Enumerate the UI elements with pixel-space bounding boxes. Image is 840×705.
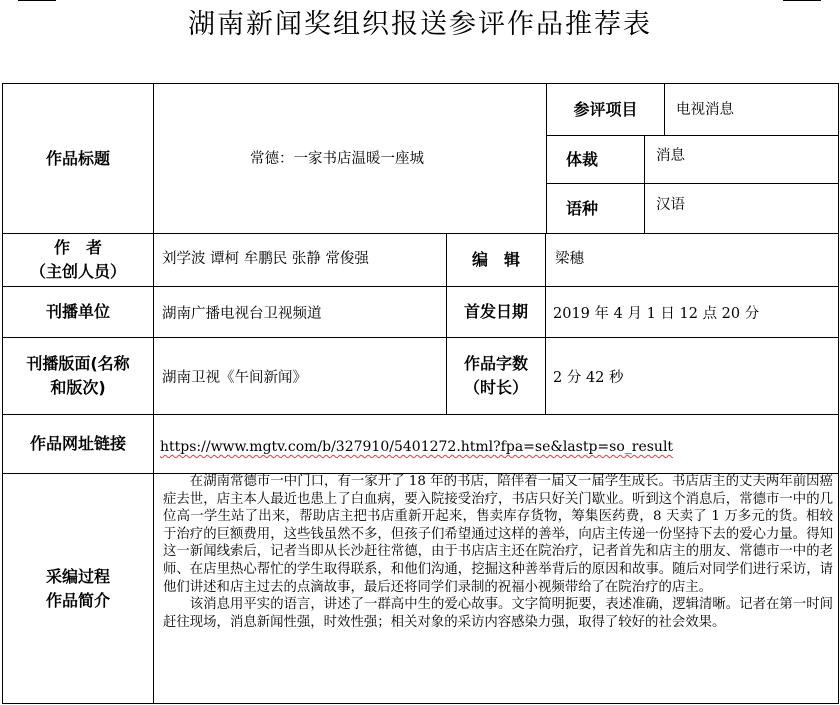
genre-value: 消息 bbox=[656, 147, 685, 164]
grid-line bbox=[153, 83, 154, 704]
language-label: 语种 bbox=[565, 198, 598, 218]
summary-label bbox=[3, 474, 153, 703]
category-label: 参评项目 bbox=[573, 99, 638, 119]
top-rule-right bbox=[783, 0, 821, 1]
work-title-label: 作品标题 bbox=[45, 148, 110, 168]
editor-value: 梁穗 bbox=[555, 250, 584, 267]
publisher-value: 湖南广播电视台卫视频道 bbox=[162, 305, 322, 322]
language-value: 汉语 bbox=[656, 196, 685, 213]
category-value: 电视消息 bbox=[676, 101, 734, 118]
length-label-line2: （时长） bbox=[463, 378, 528, 397]
work-title-value: 常德：一家书店温暖一座城 bbox=[250, 151, 424, 167]
grid-line bbox=[664, 83, 665, 135]
authors-value: 刘学波 谭柯 牟鹏民 张静 常俊强 bbox=[162, 250, 369, 267]
summary-text bbox=[163, 473, 833, 702]
layout-value: 湖南卫视《午间新闻》 bbox=[162, 369, 307, 386]
grid-line bbox=[644, 135, 645, 233]
grid-line bbox=[545, 233, 546, 414]
length-label bbox=[447, 338, 545, 414]
layout-label-line2: 和版次) bbox=[50, 378, 106, 397]
layout-label-line1: 刊播版面(名称 bbox=[26, 354, 130, 373]
top-rule-left bbox=[18, 0, 56, 1]
summary-paragraph-2: 该消息用平实的语言，讲述了一群高中生的爱心故事。文字简明扼要，表述准确，逻辑清晰。记者在第一时间赶往现场，消息新闻性强，时效性强；相关对象的采访内容感染力强，取得了较好的社会效果。 bbox=[163, 597, 833, 630]
summary-label-line1: 采编过程 bbox=[45, 566, 110, 586]
length-label-line1: 作品字数 bbox=[463, 354, 528, 373]
summary-label-line2: 作品简介 bbox=[45, 590, 110, 610]
grid-line bbox=[838, 83, 839, 704]
page-title: 湖南新闻奖组织报送参评作品推荐表 bbox=[188, 9, 652, 40]
first-date-value: 2019 年 4 月 1 日 12 点 20 分 bbox=[553, 305, 760, 322]
grid-line bbox=[2, 703, 839, 704]
publisher-label: 刊播单位 bbox=[45, 302, 110, 321]
authors-label bbox=[3, 234, 153, 286]
layout-label bbox=[3, 338, 153, 414]
genre-label: 体裁 bbox=[565, 149, 598, 169]
summary-paragraph-1: 在湖南常德市一中门口，有一家开了 18 年的书店，陪伴着一届又一届学生成长。书店店主的丈夫两年前因癌症去世，店主本人最近也患上了白血病，要入院接受治疗，书店只好关门歇业。听到这个消息后，常德市一中的几位高一学生站了出来，帮助店主把书店重新开起来，售卖库存货物，筹集医药费，8 天卖了 1 万多元的货。相较于治疗的巨额费用，这些钱虽然不多，但孩子们希望通过这样的善举，向店主传递一份坚持下去的爱心力量。得知这一新闻线索后，记者当即从长沙赶往常德，由于书店店主还在院治疗，记者首先和店主的朋友、常德市一中的老师、在店里热心帮忙的学生取得联系，和他们沟通，挖掘这种善举背后的原因和故事。随后对同学们进行采访，请他们讲述和店主过去的点滴故事，最后还将同学们录制的祝福小视频带给了在院治疗的店主。 bbox=[163, 474, 833, 595]
length-value: 2 分 42 秒 bbox=[553, 369, 624, 386]
authors-label-line1: 作 者 bbox=[53, 238, 102, 257]
work-url-link[interactable]: https://www.mgtv.com/b/327910/5401272.html?fpa=se&lastp=so_result bbox=[160, 439, 674, 455]
url-label: 作品网址链接 bbox=[29, 434, 126, 453]
first-date-label: 首发日期 bbox=[463, 302, 528, 321]
editor-label: 编 辑 bbox=[471, 250, 520, 269]
authors-label-line2: （主创人员） bbox=[29, 262, 126, 281]
